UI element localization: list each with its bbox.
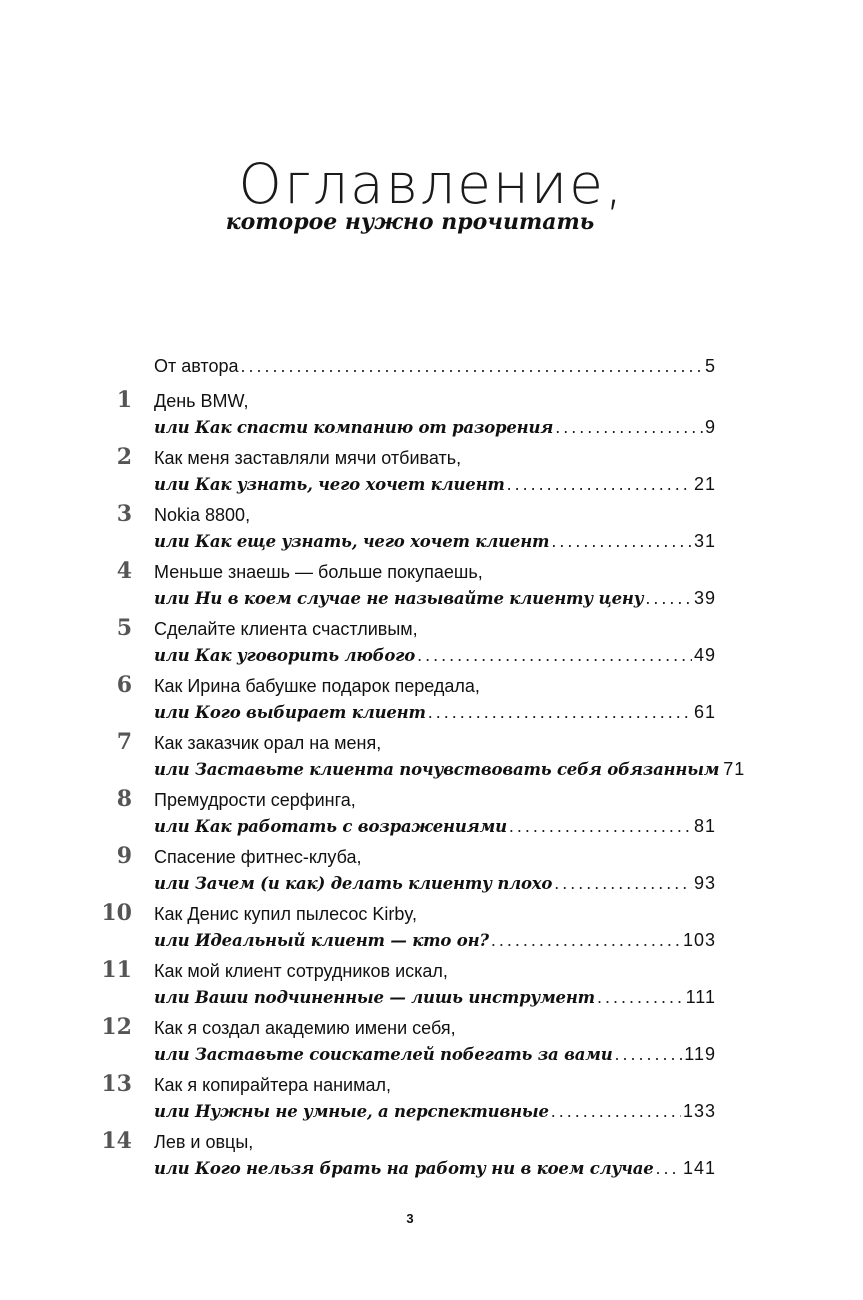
toc-page-number: 9 [704, 417, 716, 437]
toc-entry [0, 557, 863, 614]
chapter-subtitle: или Кого нельзя брать на работу ни в коем случае [154, 1159, 654, 1178]
toc-page-number: 39 [693, 588, 716, 608]
toc-page-number: 49 [693, 645, 716, 665]
chapter-subtitle: или Зачем (и как) делать клиенту плохо [154, 874, 553, 893]
toc-page-number: 111 [685, 987, 716, 1007]
page-title: Оглавление, [238, 152, 625, 216]
chapter-title: Сделайте клиента счастливым, [154, 619, 418, 639]
toc-entry [0, 443, 863, 500]
leader-dots [507, 471, 692, 497]
toc-entry [0, 500, 863, 557]
chapter-number: 14 [101, 1128, 132, 1154]
table-of-contents [0, 351, 863, 1184]
toc-entry [0, 842, 863, 899]
chapter-title: Как мой клиент сотрудников искал, [154, 961, 448, 981]
leader-dots [597, 984, 684, 1010]
chapter-title: Как меня заставляли мячи отбивать, [154, 448, 462, 468]
toc-entry [0, 899, 863, 956]
chapter-title: Nokia 8800, [154, 505, 251, 525]
chapter-number: 13 [101, 1071, 132, 1097]
leader-dots [551, 1098, 681, 1124]
leader-dots [417, 642, 692, 668]
chapter-number: 5 [116, 615, 132, 641]
leader-dots [241, 353, 703, 379]
toc-entry-author [0, 351, 863, 381]
toc-page-number: 71 [723, 759, 746, 779]
chapter-subtitle: или Ваши подчиненные — лишь инструмент [154, 988, 595, 1007]
toc-entry [0, 956, 863, 1013]
toc-entry [0, 386, 863, 443]
chapter-number: 2 [116, 444, 132, 470]
chapter-title: Премудрости серфинга, [154, 790, 356, 810]
chapter-subtitle: или Кого выбирает клиент [154, 703, 426, 722]
chapter-number: 6 [116, 672, 132, 698]
page-number-footer: 3 [406, 1211, 414, 1226]
toc-entry [0, 728, 863, 785]
chapter-number: 11 [101, 957, 132, 983]
chapter-subtitle: или Заставьте клиента почувствовать себя обязанным [154, 760, 720, 779]
leader-dots [509, 813, 692, 839]
toc-entry-subtitle: От автора [154, 356, 239, 376]
toc-page-number: 81 [693, 816, 716, 836]
chapter-number: 3 [116, 501, 132, 527]
chapter-subtitle: или Ни в коем случае не называйте клиенту цену [154, 589, 644, 608]
leader-dots [554, 870, 692, 896]
toc-entry [0, 614, 863, 671]
toc-entry [0, 1070, 863, 1127]
toc-entry [0, 671, 863, 728]
chapter-subtitle: или Заставьте соискателей побегать за вами [154, 1045, 613, 1064]
leader-dots [428, 699, 692, 725]
toc-page-number: 133 [682, 1101, 716, 1121]
toc-page-number: 93 [693, 873, 716, 893]
chapter-number: 1 [116, 387, 132, 413]
toc-page-number: 31 [693, 531, 716, 551]
chapter-subtitle: или Как спасти компанию от разорения [154, 418, 554, 437]
toc-page-number: 119 [684, 1044, 716, 1064]
toc-page-number: 5 [704, 356, 716, 376]
toc-entry [0, 1013, 863, 1070]
leader-dots [491, 927, 681, 953]
leader-dots [615, 1041, 683, 1067]
chapter-subtitle: или Как еще узнать, чего хочет клиент [154, 532, 550, 551]
toc-page-number: 141 [682, 1158, 716, 1178]
chapter-number: 7 [116, 729, 132, 755]
toc-page-number: 103 [682, 930, 716, 950]
chapter-title: Как заказчик орал на меня, [154, 733, 382, 753]
chapter-subtitle: или Как работать с возражениями [154, 817, 507, 836]
chapter-number: 4 [116, 558, 132, 584]
toc-page-number: 21 [693, 474, 716, 494]
chapter-subtitle: или Нужны не умные, а перспективные [154, 1102, 549, 1121]
leader-dots [555, 414, 703, 440]
chapter-title: Как Ирина бабушке подарок передала, [154, 676, 480, 696]
chapter-title: Как я создал академию имени себя, [154, 1018, 456, 1038]
leader-dots [656, 1155, 681, 1181]
toc-entry [0, 785, 863, 842]
chapter-title: День BMW, [154, 391, 249, 411]
chapter-subtitle: или Как узнать, чего хочет клиент [154, 475, 505, 494]
leader-dots [645, 585, 692, 611]
chapter-title: Спасение фитнес-клуба, [154, 847, 362, 867]
chapter-title: Как я копирайтера нанимал, [154, 1075, 391, 1095]
chapter-number: 12 [101, 1014, 132, 1040]
chapter-title: Лев и овцы, [154, 1132, 254, 1152]
toc-page-number: 61 [693, 702, 716, 722]
chapter-title: Меньше знаешь — больше покупаешь, [154, 562, 483, 582]
chapter-number: 9 [116, 843, 132, 869]
leader-dots [551, 528, 692, 554]
chapter-number: 8 [116, 786, 132, 812]
chapter-subtitle: или Идеальный клиент — кто он? [154, 931, 489, 950]
page-subtitle: которое нужно прочитать [225, 209, 595, 235]
chapter-number: 10 [101, 900, 132, 926]
toc-entry [0, 1127, 863, 1184]
chapter-subtitle: или Как уговорить любого [154, 646, 416, 665]
chapter-title: Как Денис купил пылесос Kirby, [154, 904, 418, 924]
